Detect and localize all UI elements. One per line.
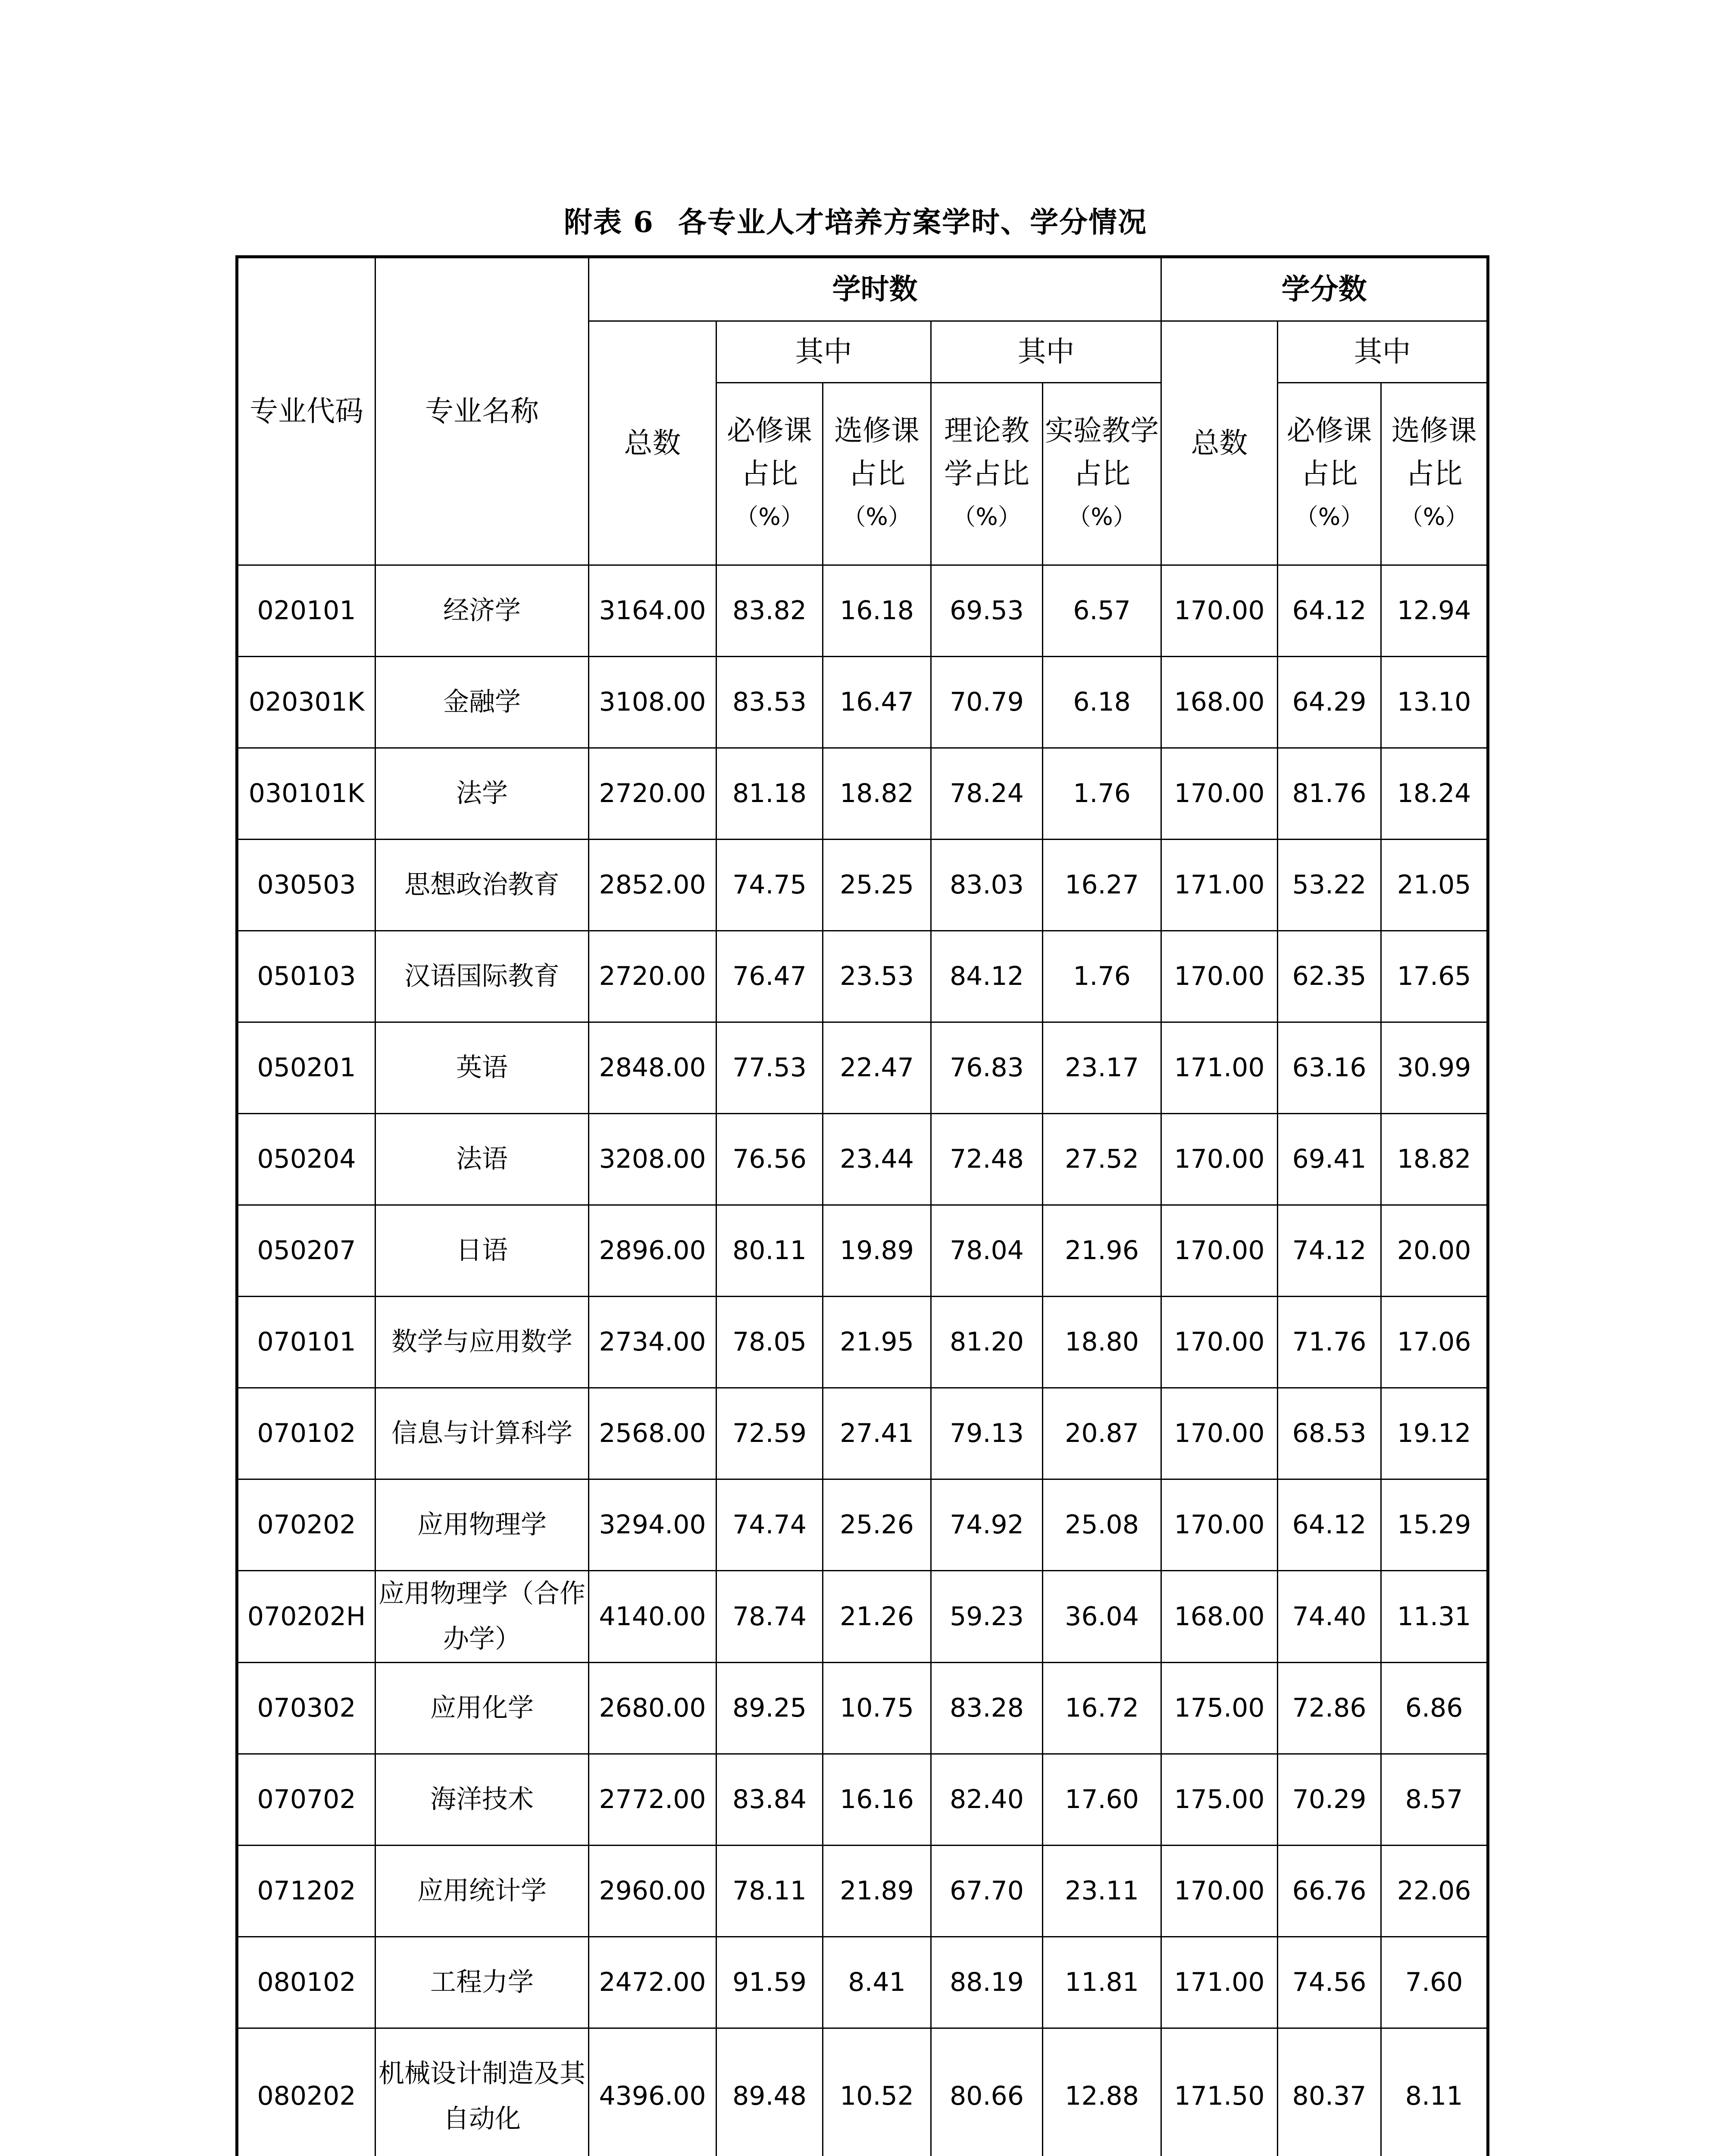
- cell-name: 海洋技术: [375, 1754, 589, 1846]
- cell-credits-total: 175.00: [1161, 1754, 1278, 1846]
- cell-credits-required-pct: 74.40: [1278, 1571, 1381, 1663]
- table-row: [237, 1479, 1488, 1571]
- cell-hours-total: 4140.00: [589, 1571, 716, 1663]
- table-row: [237, 840, 1488, 931]
- cell-theory-pct: 76.83: [931, 1022, 1043, 1114]
- cell-code: 050207: [237, 1205, 375, 1297]
- cell-credits-elective-pct: 15.29: [1381, 1479, 1488, 1571]
- header-hours-elective: [823, 383, 931, 565]
- cell-theory-pct: 67.70: [931, 1846, 1043, 1937]
- header-pct-unit: （%）: [735, 503, 804, 530]
- cell-credits-total: 170.00: [1161, 748, 1278, 840]
- cell-credits-required-pct: 63.16: [1278, 1022, 1381, 1114]
- cell-credits-elective-pct: 18.82: [1381, 1114, 1488, 1205]
- cell-experiment-pct: 27.52: [1043, 1114, 1161, 1205]
- cell-experiment-pct: 20.87: [1043, 1388, 1161, 1479]
- cell-hours-required-pct: 78.74: [716, 1571, 823, 1663]
- cell-hours-elective-pct: 16.47: [823, 657, 931, 748]
- header-pct-unit: （%）: [1399, 503, 1469, 530]
- cell-credits-required-pct: 72.86: [1278, 1663, 1381, 1754]
- cell-experiment-pct: 11.81: [1043, 1937, 1161, 2028]
- cell-credits-elective-pct: 12.94: [1381, 565, 1488, 657]
- cell-hours-elective-pct: 25.26: [823, 1479, 931, 1571]
- cell-credits-required-pct: 66.76: [1278, 1846, 1381, 1937]
- cell-credits-elective-pct: 17.65: [1381, 931, 1488, 1022]
- cell-name: 日语: [375, 1205, 589, 1297]
- cell-hours-elective-pct: 21.95: [823, 1297, 931, 1388]
- cell-hours-total: 2852.00: [589, 840, 716, 931]
- header-row-1: [237, 257, 1488, 321]
- cell-name: 法学: [375, 748, 589, 840]
- curriculum-table: [235, 255, 1489, 2156]
- header-pct-unit: （%）: [952, 503, 1021, 530]
- cell-code: 020301K: [237, 657, 375, 748]
- cell-hours-elective-pct: 19.89: [823, 1205, 931, 1297]
- cell-theory-pct: 59.23: [931, 1571, 1043, 1663]
- cell-code: 080202: [237, 2028, 375, 2156]
- cell-hours-elective-pct: 21.89: [823, 1846, 931, 1937]
- cell-credits-elective-pct: 6.86: [1381, 1663, 1488, 1754]
- table-row: [237, 1114, 1488, 1205]
- cell-hours-total: 2720.00: [589, 748, 716, 840]
- cell-credits-total: 170.00: [1161, 1846, 1278, 1937]
- cell-experiment-pct: 16.72: [1043, 1663, 1161, 1754]
- cell-credits-elective-pct: 17.06: [1381, 1297, 1488, 1388]
- cell-hours-elective-pct: 25.25: [823, 840, 931, 931]
- cell-credits-total: 168.00: [1161, 1571, 1278, 1663]
- table-row: [237, 1663, 1488, 1754]
- table-row: [237, 931, 1488, 1022]
- cell-experiment-pct: 1.76: [1043, 748, 1161, 840]
- cell-credits-required-pct: 80.37: [1278, 2028, 1381, 2156]
- cell-credits-elective-pct: 30.99: [1381, 1022, 1488, 1114]
- cell-experiment-pct: 23.11: [1043, 1846, 1161, 1937]
- cell-experiment-pct: 36.04: [1043, 1571, 1161, 1663]
- cell-theory-pct: 79.13: [931, 1388, 1043, 1479]
- cell-name: 工程力学: [375, 1937, 589, 2028]
- cell-credits-total: 170.00: [1161, 1297, 1278, 1388]
- header-pct-unit: （%）: [1295, 503, 1364, 530]
- cell-code: 050201: [237, 1022, 375, 1114]
- cell-theory-pct: 70.79: [931, 657, 1043, 748]
- cell-hours-required-pct: 83.84: [716, 1754, 823, 1846]
- cell-credits-total: 170.00: [1161, 1388, 1278, 1479]
- cell-hours-required-pct: 83.53: [716, 657, 823, 748]
- cell-hours-elective-pct: 22.47: [823, 1022, 931, 1114]
- table-title-prefix: 附表 6: [564, 205, 654, 239]
- header-theory-label: 理论教学占比: [944, 414, 1029, 490]
- cell-hours-required-pct: 78.11: [716, 1846, 823, 1937]
- header-name: 专业名称: [375, 257, 589, 565]
- cell-hours-elective-pct: 10.52: [823, 2028, 931, 2156]
- cell-hours-total: 2472.00: [589, 1937, 716, 2028]
- cell-credits-required-pct: 64.29: [1278, 657, 1381, 748]
- cell-credits-elective-pct: 19.12: [1381, 1388, 1488, 1479]
- cell-credits-required-pct: 64.12: [1278, 1479, 1381, 1571]
- table-title-text: 各专业人才培养方案学时、学分情况: [678, 205, 1147, 239]
- cell-experiment-pct: 6.57: [1043, 565, 1161, 657]
- cell-hours-elective-pct: 16.18: [823, 565, 931, 657]
- table-row: [237, 748, 1488, 840]
- cell-credits-required-pct: 74.56: [1278, 1937, 1381, 2028]
- cell-experiment-pct: 12.88: [1043, 2028, 1161, 2156]
- cell-theory-pct: 80.66: [931, 2028, 1043, 2156]
- cell-hours-elective-pct: 16.16: [823, 1754, 931, 1846]
- cell-hours-required-pct: 74.74: [716, 1479, 823, 1571]
- cell-code: 080102: [237, 1937, 375, 2028]
- cell-theory-pct: 69.53: [931, 565, 1043, 657]
- cell-name: 应用化学: [375, 1663, 589, 1754]
- cell-hours-elective-pct: 21.26: [823, 1571, 931, 1663]
- cell-credits-total: 171.00: [1161, 1937, 1278, 2028]
- cell-hours-elective-pct: 23.44: [823, 1114, 931, 1205]
- header-credits-required-label: 必修课占比: [1286, 414, 1372, 490]
- cell-name: 思想政治教育: [375, 840, 589, 931]
- header-credits-of-which: 其中: [1278, 321, 1488, 383]
- cell-name: 应用物理学（合作办学）: [375, 1571, 589, 1663]
- cell-theory-pct: 88.19: [931, 1937, 1043, 2028]
- cell-credits-elective-pct: 20.00: [1381, 1205, 1488, 1297]
- cell-theory-pct: 72.48: [931, 1114, 1043, 1205]
- cell-name: 数学与应用数学: [375, 1297, 589, 1388]
- cell-credits-elective-pct: 11.31: [1381, 1571, 1488, 1663]
- cell-hours-elective-pct: 23.53: [823, 931, 931, 1022]
- header-theory: [931, 383, 1043, 565]
- table-row: [237, 1937, 1488, 2028]
- cell-credits-total: 175.00: [1161, 1663, 1278, 1754]
- cell-credits-total: 171.50: [1161, 2028, 1278, 2156]
- cell-experiment-pct: 18.80: [1043, 1297, 1161, 1388]
- cell-credits-elective-pct: 21.05: [1381, 840, 1488, 931]
- table-row: [237, 657, 1488, 748]
- cell-hours-elective-pct: 18.82: [823, 748, 931, 840]
- cell-credits-required-pct: 71.76: [1278, 1297, 1381, 1388]
- cell-code: 030503: [237, 840, 375, 931]
- cell-theory-pct: 83.28: [931, 1663, 1043, 1754]
- cell-experiment-pct: 21.96: [1043, 1205, 1161, 1297]
- cell-name: 汉语国际教育: [375, 931, 589, 1022]
- cell-name: 应用物理学: [375, 1479, 589, 1571]
- cell-experiment-pct: 1.76: [1043, 931, 1161, 1022]
- cell-theory-pct: 78.24: [931, 748, 1043, 840]
- header-hours-of-which-2: 其中: [931, 321, 1161, 383]
- header-hours-required-label: 必修课占比: [727, 414, 812, 490]
- cell-code: 070702: [237, 1754, 375, 1846]
- cell-hours-required-pct: 89.48: [716, 2028, 823, 2156]
- cell-name: 信息与计算科学: [375, 1388, 589, 1479]
- table-row: [237, 1297, 1488, 1388]
- cell-credits-elective-pct: 8.57: [1381, 1754, 1488, 1846]
- cell-theory-pct: 74.92: [931, 1479, 1043, 1571]
- header-hours-required: [716, 383, 823, 565]
- cell-credits-total: 170.00: [1161, 1205, 1278, 1297]
- cell-code: 070202H: [237, 1571, 375, 1663]
- table-row: [237, 2028, 1488, 2156]
- header-hours-group: 学时数: [589, 257, 1161, 321]
- cell-code: 050204: [237, 1114, 375, 1205]
- table-row: [237, 1205, 1488, 1297]
- cell-experiment-pct: 23.17: [1043, 1022, 1161, 1114]
- cell-hours-required-pct: 76.47: [716, 931, 823, 1022]
- header-credits-elective: [1381, 383, 1488, 565]
- header-credits-elective-label: 选修课占比: [1391, 414, 1477, 490]
- table-row: [237, 1846, 1488, 1937]
- cell-credits-elective-pct: 18.24: [1381, 748, 1488, 840]
- cell-credits-total: 168.00: [1161, 657, 1278, 748]
- header-credits-required: [1278, 383, 1381, 565]
- cell-credits-total: 171.00: [1161, 840, 1278, 931]
- cell-code: 050103: [237, 931, 375, 1022]
- table-row: [237, 1022, 1488, 1114]
- cell-credits-required-pct: 70.29: [1278, 1754, 1381, 1846]
- cell-hours-required-pct: 89.25: [716, 1663, 823, 1754]
- cell-hours-total: 2848.00: [589, 1022, 716, 1114]
- cell-credits-total: 170.00: [1161, 931, 1278, 1022]
- cell-hours-elective-pct: 27.41: [823, 1388, 931, 1479]
- cell-hours-required-pct: 76.56: [716, 1114, 823, 1205]
- cell-code: 020101: [237, 565, 375, 657]
- cell-name: 金融学: [375, 657, 589, 748]
- cell-name: 应用统计学: [375, 1846, 589, 1937]
- cell-theory-pct: 78.04: [931, 1205, 1043, 1297]
- cell-credits-required-pct: 53.22: [1278, 840, 1381, 931]
- cell-credits-elective-pct: 7.60: [1381, 1937, 1488, 2028]
- cell-credits-required-pct: 74.12: [1278, 1205, 1381, 1297]
- cell-hours-required-pct: 83.82: [716, 565, 823, 657]
- cell-credits-elective-pct: 8.11: [1381, 2028, 1488, 2156]
- cell-theory-pct: 82.40: [931, 1754, 1043, 1846]
- cell-hours-total: 2960.00: [589, 1846, 716, 1937]
- cell-hours-elective-pct: 10.75: [823, 1663, 931, 1754]
- cell-name: 机械设计制造及其自动化: [375, 2028, 589, 2156]
- cell-hours-total: 2680.00: [589, 1663, 716, 1754]
- cell-hours-total: 2772.00: [589, 1754, 716, 1846]
- cell-credits-required-pct: 62.35: [1278, 931, 1381, 1022]
- cell-experiment-pct: 17.60: [1043, 1754, 1161, 1846]
- cell-hours-total: 3108.00: [589, 657, 716, 748]
- cell-hours-total: 3208.00: [589, 1114, 716, 1205]
- cell-name: 英语: [375, 1022, 589, 1114]
- cell-name: 经济学: [375, 565, 589, 657]
- header-pct-unit: （%）: [842, 503, 911, 530]
- header-hours-total: 总数: [589, 321, 716, 565]
- header-experiment-label: 实验教学占比: [1045, 414, 1159, 490]
- cell-credits-elective-pct: 13.10: [1381, 657, 1488, 748]
- cell-name: 法语: [375, 1114, 589, 1205]
- cell-credits-required-pct: 69.41: [1278, 1114, 1381, 1205]
- cell-credits-required-pct: 81.76: [1278, 748, 1381, 840]
- cell-theory-pct: 83.03: [931, 840, 1043, 931]
- cell-code: 070101: [237, 1297, 375, 1388]
- cell-hours-required-pct: 78.05: [716, 1297, 823, 1388]
- cell-theory-pct: 84.12: [931, 931, 1043, 1022]
- cell-hours-required-pct: 91.59: [716, 1937, 823, 2028]
- cell-hours-required-pct: 77.53: [716, 1022, 823, 1114]
- cell-credits-total: 170.00: [1161, 1114, 1278, 1205]
- cell-code: 070202: [237, 1479, 375, 1571]
- header-experiment: [1043, 383, 1161, 565]
- table-row: [237, 1388, 1488, 1479]
- cell-theory-pct: 81.20: [931, 1297, 1043, 1388]
- header-hours-of-which-1: 其中: [716, 321, 931, 383]
- cell-experiment-pct: 16.27: [1043, 840, 1161, 931]
- cell-code: 030101K: [237, 748, 375, 840]
- cell-hours-total: 2734.00: [589, 1297, 716, 1388]
- cell-hours-required-pct: 74.75: [716, 840, 823, 931]
- cell-experiment-pct: 25.08: [1043, 1479, 1161, 1571]
- cell-hours-total: 2896.00: [589, 1205, 716, 1297]
- cell-hours-required-pct: 72.59: [716, 1388, 823, 1479]
- cell-hours-required-pct: 80.11: [716, 1205, 823, 1297]
- cell-experiment-pct: 6.18: [1043, 657, 1161, 748]
- cell-code: 071202: [237, 1846, 375, 1937]
- cell-credits-elective-pct: 22.06: [1381, 1846, 1488, 1937]
- cell-hours-elective-pct: 8.41: [823, 1937, 931, 2028]
- cell-hours-total: 4396.00: [589, 2028, 716, 2156]
- table-row: [237, 1754, 1488, 1846]
- cell-hours-total: 3294.00: [589, 1479, 716, 1571]
- cell-credits-total: 171.00: [1161, 1022, 1278, 1114]
- header-credits-group: 学分数: [1161, 257, 1488, 321]
- cell-hours-total: 3164.00: [589, 565, 716, 657]
- header-code: 专业代码: [237, 257, 375, 565]
- cell-credits-required-pct: 68.53: [1278, 1388, 1381, 1479]
- cell-credits-required-pct: 64.12: [1278, 565, 1381, 657]
- cell-hours-total: 2568.00: [589, 1388, 716, 1479]
- header-hours-elective-label: 选修课占比: [834, 414, 920, 490]
- cell-code: 070102: [237, 1388, 375, 1479]
- cell-credits-total: 170.00: [1161, 1479, 1278, 1571]
- cell-credits-total: 170.00: [1161, 565, 1278, 657]
- table-row: [237, 1571, 1488, 1663]
- cell-code: 070302: [237, 1663, 375, 1754]
- header-credits-total: 总数: [1161, 321, 1278, 565]
- table-row: [237, 565, 1488, 657]
- cell-hours-total: 2720.00: [589, 931, 716, 1022]
- header-pct-unit: （%）: [1067, 503, 1136, 530]
- cell-hours-required-pct: 81.18: [716, 748, 823, 840]
- table-title: [0, 203, 1711, 241]
